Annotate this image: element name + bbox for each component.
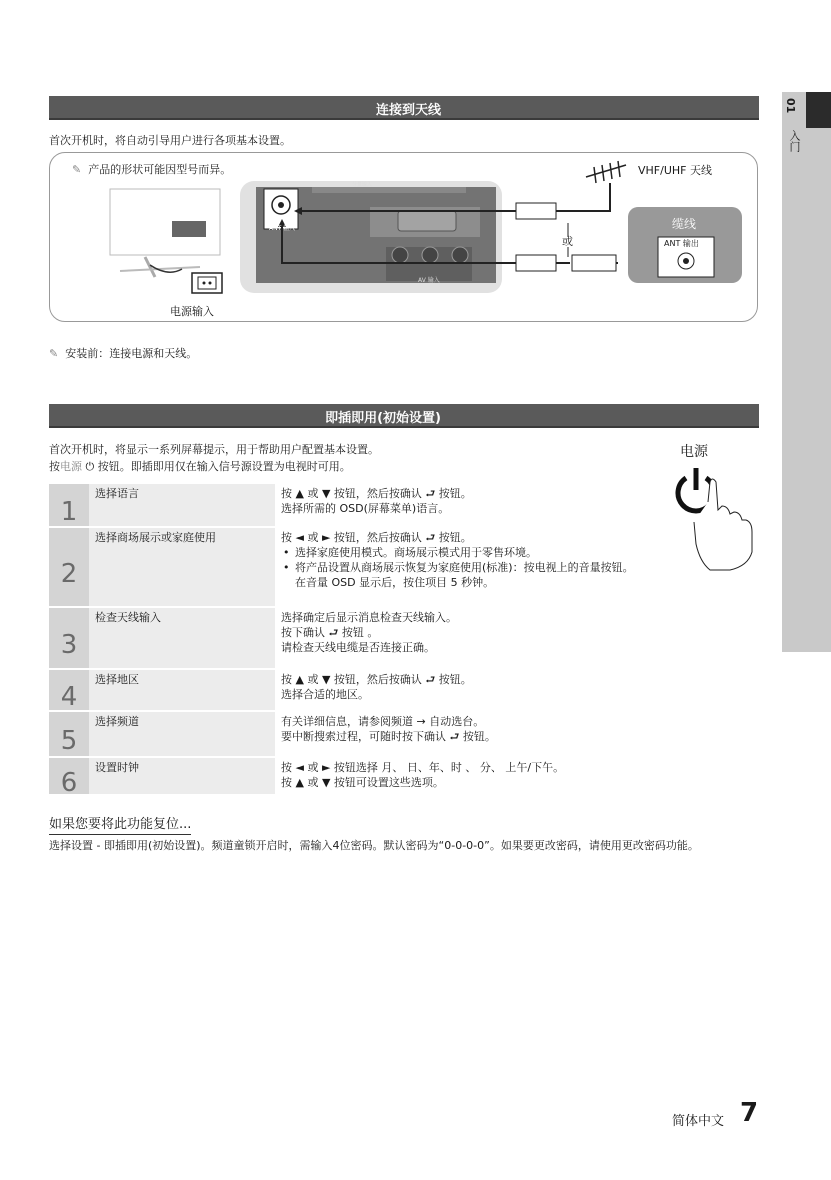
step-title: 选择频道 [89,712,275,756]
power-icon: ⏻ [85,460,95,473]
step-row [49,758,759,798]
rear-panel [240,181,502,293]
step-title: 检查天线输入 [89,608,275,668]
footer-language: 简体中文 [672,1114,725,1129]
step-row [49,608,759,668]
step-line: 按 ◄ 或 ► 按钮选择 月、 日、年、时 、 分、 上午/下午。 [281,761,565,774]
page-number: 7 [740,1098,759,1128]
chapter-number: 01 [784,98,797,114]
step-number: 3 [49,608,89,668]
step-row [49,528,759,606]
plug-play-intro: 首次开机时，将显示一系列屏幕提示，用于帮助用户配置基本设置。 [49,443,379,456]
reset-body: 选择设置 - 即插即用(初始设置)。频道童锁开启时，需输入4位密码。默认密码为“0-0-0-0”。如果要更改密码，请使用更改密码功能。 [49,839,699,852]
ant-in-label: ANT 输入 [269,225,296,232]
step-title: 设置时钟 [89,758,275,794]
step-bullet: • 将产品设置从商场展示恢复为家庭使用(标准)：按电视上的音量按钮。 [281,560,759,575]
step-number: 2 [49,528,89,606]
step-description [281,670,759,702]
note-icon: ✎ [72,163,82,176]
chapter-label: 入门 [788,130,801,152]
note-icon: ✎ [49,347,59,360]
av-in-label: AV 输入 [418,277,440,284]
before-install-note [49,345,197,361]
section-header-plug-and-play [49,404,759,428]
side-chapter-tab [782,92,831,652]
step-line: 按 ▲ 或 ▼ 按钮可设置这些选项。 [281,776,444,789]
cable-label: 缆线 [672,217,697,231]
step-number: 6 [49,758,89,794]
step-title: 选择语言 [89,484,275,526]
diagram-note-text: 产品的形状可能因型号而异。 [88,163,232,176]
ant-out-label: ANT 输出 [664,239,699,248]
step-number: 4 [49,670,89,710]
step-description [281,712,759,744]
section-header-antenna [49,96,759,120]
connection-diagram [49,152,758,322]
step-bullet: • 选择家庭使用模式。商场展示模式用于零售环境。 [281,545,759,560]
step-line: 有关详细信息，请参阅频道 → 自动选台。 [281,715,485,728]
text-suffix: 按钮。即插即用仅在输入信号源设置为电视时可用。 [97,460,351,473]
section-title: 即插即用(初始设置) [325,411,441,426]
step-line: 选择所需的 OSD(屏幕菜单)语言。 [281,502,450,515]
before-install-text: 安装前：连接电源和天线。 [65,347,198,360]
step-line: 按下确认 ⮐ 按钮 。 [281,626,379,639]
power-input-label: 电源输入 [170,305,214,318]
power-outlet-icon [192,273,222,293]
step-number: 5 [49,712,89,756]
step-title: 选择地区 [89,670,275,710]
text-prefix: 按 [49,460,60,473]
section-title: 连接到天线 [375,103,441,118]
step-title: 选择商场展示或家庭使用 [89,528,275,606]
step-line: 选择确定后显示消息检查天线输入。 [281,611,457,624]
diagram-note [72,161,231,177]
power-text: 电源 [60,460,82,473]
step-row [49,712,759,756]
tv-illustration [110,189,220,277]
step-line: 按 ◄ 或 ► 按钮，然后按确认 ⮐ 按钮。 [281,531,472,544]
step-line: 请检查天线电缆是否连接正确。 [281,641,435,654]
step-row [49,484,759,526]
connection-drawing [50,153,757,321]
step-row [49,670,759,710]
side-chapter-marker [806,92,831,128]
step-line: 按 ▲ 或 ▼ 按钮，然后按确认 ⮐ 按钮。 [281,487,472,500]
antenna-label: VHF/UHF 天线 [638,164,712,177]
reset-title: 如果您要将此功能复位... [49,813,191,835]
step-line: 选择合适的地区。 [281,688,369,701]
or-label: 或 [562,235,573,248]
antenna-icon [586,161,626,183]
power-graphic-label: 电源 [680,444,708,460]
step-line: 要中断搜索过程，可随时按下确认 ⮐ 按钮。 [281,730,496,743]
plug-play-power-line [49,458,351,474]
step-description [281,528,759,590]
intro-text: 首次开机时，将自动引导用户进行各项基本设置。 [49,134,291,147]
step-description [281,484,759,516]
step-description [281,608,759,655]
step-description [281,758,759,790]
step-bullet: 在音量 OSD 显示后，按住项目 5 秒钟。 [295,576,495,589]
component-label: 分量输入 [352,182,373,188]
step-line: 按 ▲ 或 ▼ 按钮，然后按确认 ⮐ 按钮。 [281,673,472,686]
step-number: 1 [49,484,89,526]
